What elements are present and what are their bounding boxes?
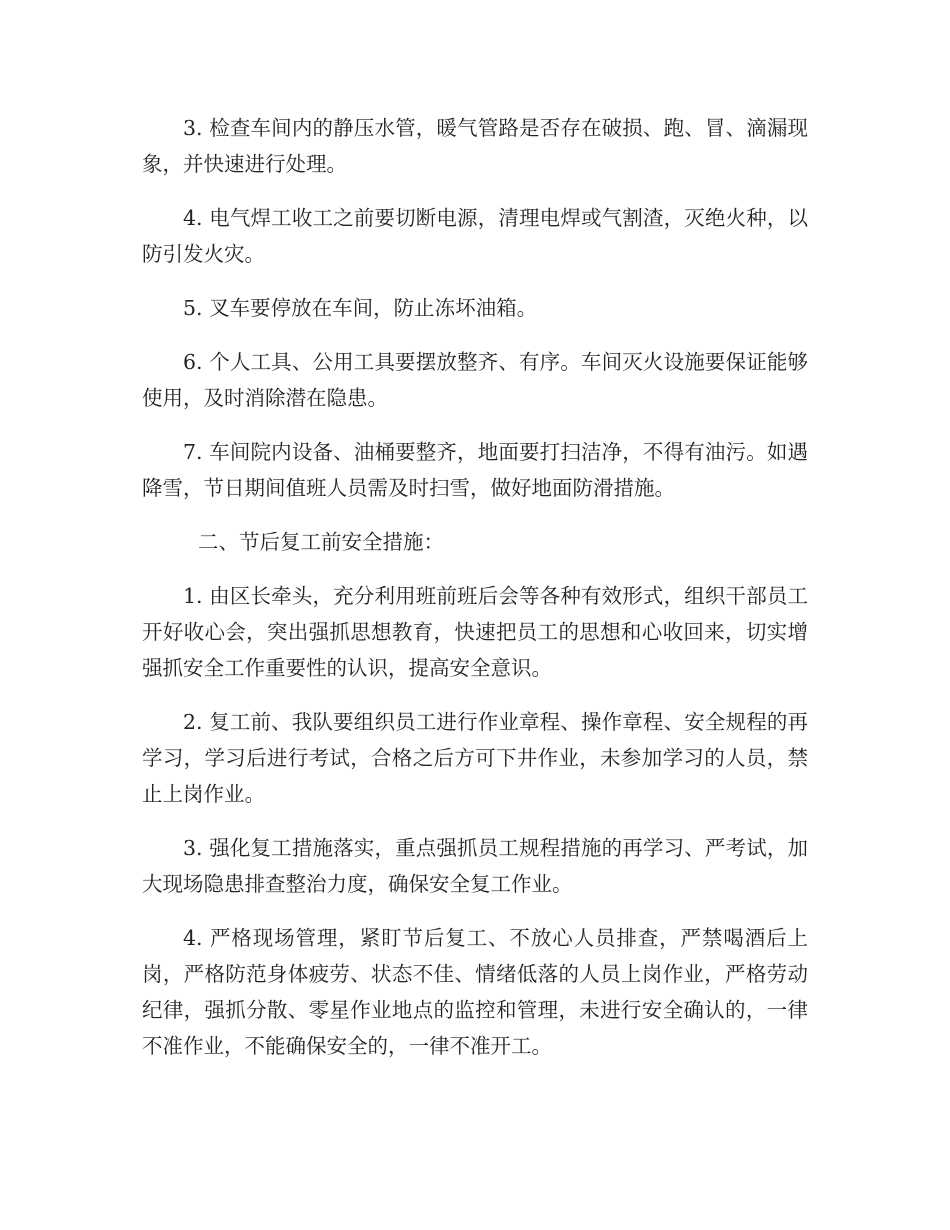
section-heading: 二、节后复工前安全措施：: [198, 530, 444, 554]
document-body: [142, 110, 808, 1082]
section-paragraph-4: 4. 严格现场管理，紧盯节后复工、不放心人员排查，严禁喝酒后上岗，严格防范身体疲劳、状态不佳、情绪低落的人员上岗作业，严格劳动纪律，强抓分散、零星作业地点的监控和管理，未进行安全确认的，一律不准作业，不能确保安全的，一律不准开工。: [142, 926, 808, 1058]
paragraph-item-4: 4. 电气焊工收工之前要切断电源，清理电焊或气割渣，灭绝火种，以防引发火灾。: [142, 206, 808, 266]
paragraph-item-7: 7. 车间院内设备、油桶要整齐，地面要打扫洁净，不得有油污。如遇降雪，节日期间值班人员需及时扫雪，做好地面防滑措施。: [142, 440, 808, 500]
section-paragraph-2: 2. 复工前、我队要组织员工进行作业章程、操作章程、安全规程的再学习，学习后进行考试，合格之后方可下井作业，未参加学习的人员，禁止上岗作业。: [142, 710, 808, 806]
paragraph-item-5: 5. 叉车要停放在车间，防止冻坏油箱。: [183, 296, 538, 320]
section-paragraph-3: 3. 强化复工措施落实，重点强抓员工规程措施的再学习、严考试，加大现场隐患排查整治力度，确保安全复工作业。: [142, 836, 808, 896]
paragraph-item-3: 3. 检查车间内的静压水管，暖气管路是否存在破损、跑、冒、滴漏现象，并快速进行处理。: [142, 116, 808, 176]
paragraph-item-6: 6. 个人工具、公用工具要摆放整齐、有序。车间灭火设施要保证能够使用，及时消除潜在隐患。: [142, 350, 808, 410]
section-paragraph-1: 1. 由区长牵头，充分利用班前班后会等各种有效形式，组织干部员工开好收心会，突出强抓思想教育，快速把员工的思想和心收回来，切实增强抓安全工作重要性的认识，提高安全意识。: [142, 584, 808, 680]
